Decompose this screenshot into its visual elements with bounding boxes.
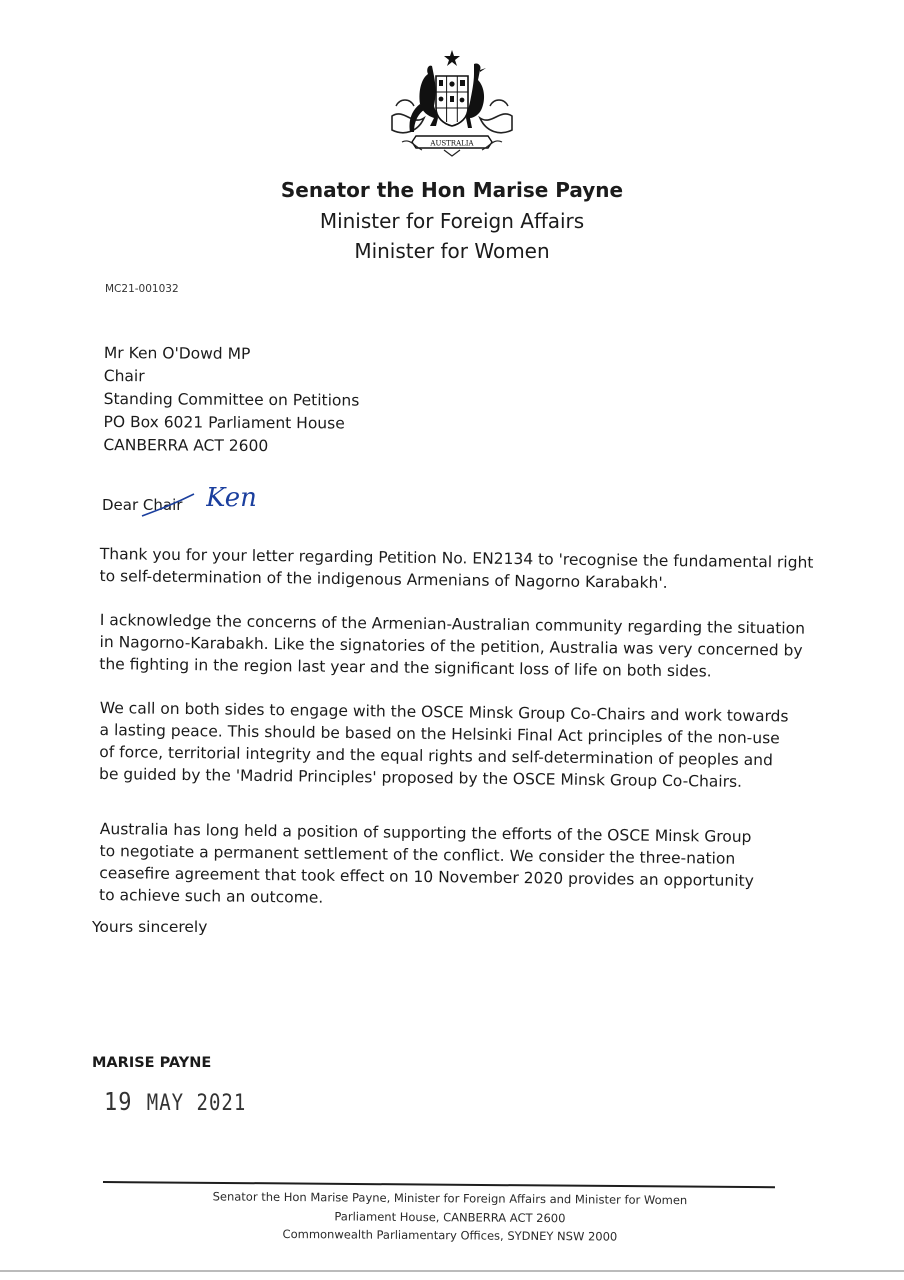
body-paragraph-2: I acknowledge the concerns of the Armenian-Australian community regarding the situation in Nagorno-Karabakh. Like the signatories of the petition, Australia was very concerned by the fighting in the region last year and the significant loss of life on both sides. — [99, 610, 806, 681]
sender-name: Senator the Hon Marise Payne — [280, 178, 624, 202]
recipient-committee: Standing Committee on Petitions — [103, 389, 360, 410]
date-month-year: MAY 2021 — [146, 1090, 247, 1116]
svg-text:Ken: Ken — [206, 483, 257, 513]
recipient-role: Chair — [103, 366, 145, 386]
date-stamp — [104, 1088, 246, 1117]
handwritten-strikethrough — [138, 486, 198, 526]
body-paragraph-4: Australia has long held a position of supporting the efforts of the OSCE Minsk Group to negotiate a permanent settlement of the conflict. We consider the three-nation ceasefire agreement that took effect on 10 November 2020 provides an opportunity to achieve such an outcome. — [98, 819, 754, 907]
coat-of-arms-emblem — [384, 46, 520, 158]
salutation-greeting: Dear — [102, 496, 139, 514]
closing-line: Yours sincerely — [92, 918, 208, 936]
recipient-city: CANBERRA ACT 2600 — [103, 435, 269, 456]
date-day: 19 — [104, 1088, 133, 1117]
sender-title-women: Minister for Women — [354, 239, 550, 263]
footer-divider — [103, 1181, 775, 1188]
recipient-po-box: PO Box 6021 Parliament House — [103, 412, 345, 433]
body-paragraph-1: Thank you for your letter regarding Petition No. EN2134 to 'recognise the fundamental right to self-determination of the indigenous Armenians of Nagorno Karabakh'. — [99, 544, 814, 592]
reference-number: MC21-001032 — [105, 283, 179, 295]
signatory-name: MARISE PAYNE — [92, 1055, 212, 1071]
struck-out-title: Chair — [142, 496, 183, 514]
recipient-name: Mr Ken O'Dowd MP — [103, 343, 251, 363]
footer-line-1: Senator the Hon Marise Payne, Minister for Foreign Affairs and Minister for Women — [212, 1189, 688, 1208]
sender-title-foreign-affairs: Minister for Foreign Affairs — [319, 209, 585, 233]
scan-edge — [0, 1270, 904, 1272]
recipient-address — [103, 342, 359, 459]
footer-line-3: Commonwealth Parliamentary Offices, SYDNEY NSW 2000 — [282, 1226, 618, 1244]
crest-motto: AUSTRALIA — [430, 139, 474, 148]
body-paragraph-3: We call on both sides to engage with the OSCE Minsk Group Co-Chairs and work towards a lasting peace. This should be based on the Helsinki Final Act principles of the non-use of force, territorial integrity and the equal rights and self-determination of peoples and be guided by the 'Madrid Principles' proposed by the OSCE Minsk Group Co-Chairs. — [98, 698, 789, 791]
handwritten-name — [206, 478, 276, 518]
footer-line-2: Parliament House, CANBERRA ACT 2600 — [334, 1209, 566, 1226]
